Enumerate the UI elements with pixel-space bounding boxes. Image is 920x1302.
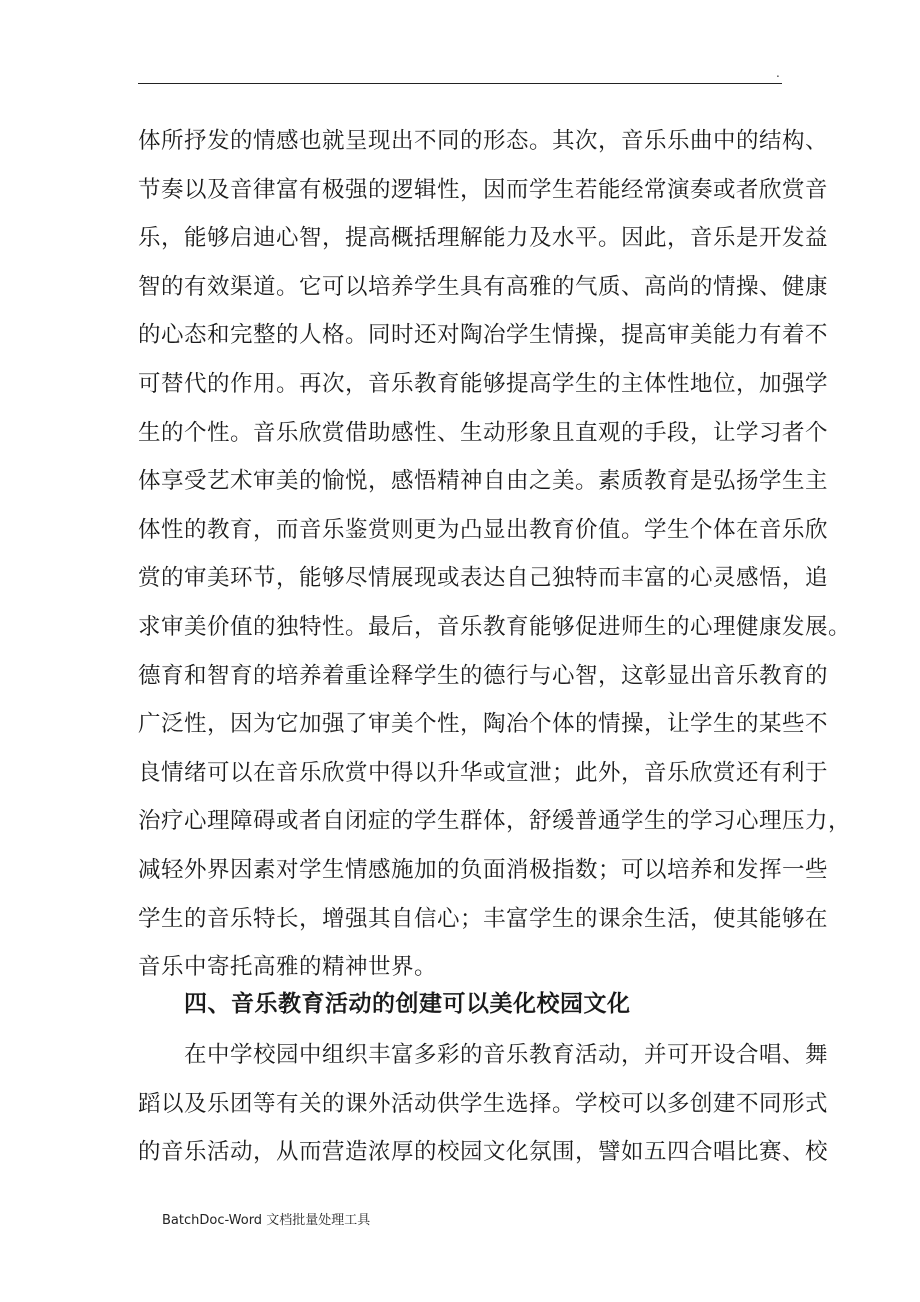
paragraph-line: 的心态和完整的人格。同时还对陶冶学生情操，提高审美能力有着不	[138, 322, 829, 349]
paragraph-line: 赏的审美环节，能够尽情展现或表达自己独特而丰富的心灵感悟，追	[138, 565, 829, 592]
paragraph-line: 在中学校园中组织丰富多彩的音乐教育活动，并可开设合唱、舞	[184, 1042, 829, 1068]
paragraph-line: 减轻外界因素对学生情感施加的负面消极指数；可以培养和发挥一些	[138, 856, 829, 883]
section-heading: 四、音乐教育活动的创建可以美化校园文化	[184, 991, 631, 1017]
paragraph-line: 良情绪可以在音乐欣赏中得以升华或宣泄；此外，音乐欣赏还有利于	[138, 759, 829, 786]
paragraph-line: 蹈以及乐团等有关的课外活动供学生选择。学校可以多创建不同形式	[138, 1090, 829, 1117]
paragraph-line: 广泛性，因为它加强了审美个性，陶冶个体的情操，让学生的某些不	[138, 711, 829, 738]
paragraph-line: 体享受艺术审美的愉悦，感悟精神自由之美。素质教育是弘扬学生主	[138, 468, 829, 495]
paragraph-line: 治疗心理障碍或者自闭症的学生群体，舒缓普通学生的学习心理压力，	[138, 808, 852, 835]
paragraph-line: 的音乐活动，从而营造浓厚的校园文化氛围，譬如五四合唱比赛、校	[138, 1139, 829, 1166]
paragraph-line: 智的有效渠道。它可以培养学生具有高雅的气质、高尚的情操、健康	[138, 273, 829, 300]
body-paragraph-2	[138, 1031, 829, 1177]
header-mark: .	[776, 66, 780, 80]
paragraph-line: 音乐中寄托高雅的精神世界。	[138, 954, 438, 981]
paragraph-line: 乐，能够启迪心智，提高概括理解能力及水平。因此，音乐是开发益	[138, 225, 829, 252]
paragraph-line: 节奏以及音律富有极强的逻辑性，因而学生若能经常演奏或者欣赏音	[138, 176, 829, 203]
paragraph-line: 德育和智育的培养着重诠释学生的德行与心智，这彰显出音乐教育的	[138, 662, 829, 689]
paragraph-line: 求审美价值的独特性。最后，音乐教育能够促进师生的心理健康发展。	[138, 613, 852, 640]
paragraph-line: 体所抒发的情感也就呈现出不同的形态。其次，音乐乐曲中的结构、	[138, 128, 829, 154]
body-paragraph	[138, 117, 852, 992]
paragraph-line: 体性的教育，而音乐鉴赏则更为凸显出教育价值。学生个体在音乐欣	[138, 516, 829, 543]
paragraph-line: 可替代的作用。再次，音乐教育能够提高学生的主体性地位，加强学	[138, 370, 829, 397]
paragraph-line: 学生的音乐特长，增强其自信心；丰富学生的课余生活，使其能够在	[138, 905, 829, 932]
page-footer: BatchDoc-Word 文档批量处理工具	[162, 1213, 371, 1228]
header-rule	[138, 83, 782, 84]
paragraph-line: 生的个性。音乐欣赏借助感性、生动形象且直观的手段，让学习者个	[138, 419, 829, 446]
